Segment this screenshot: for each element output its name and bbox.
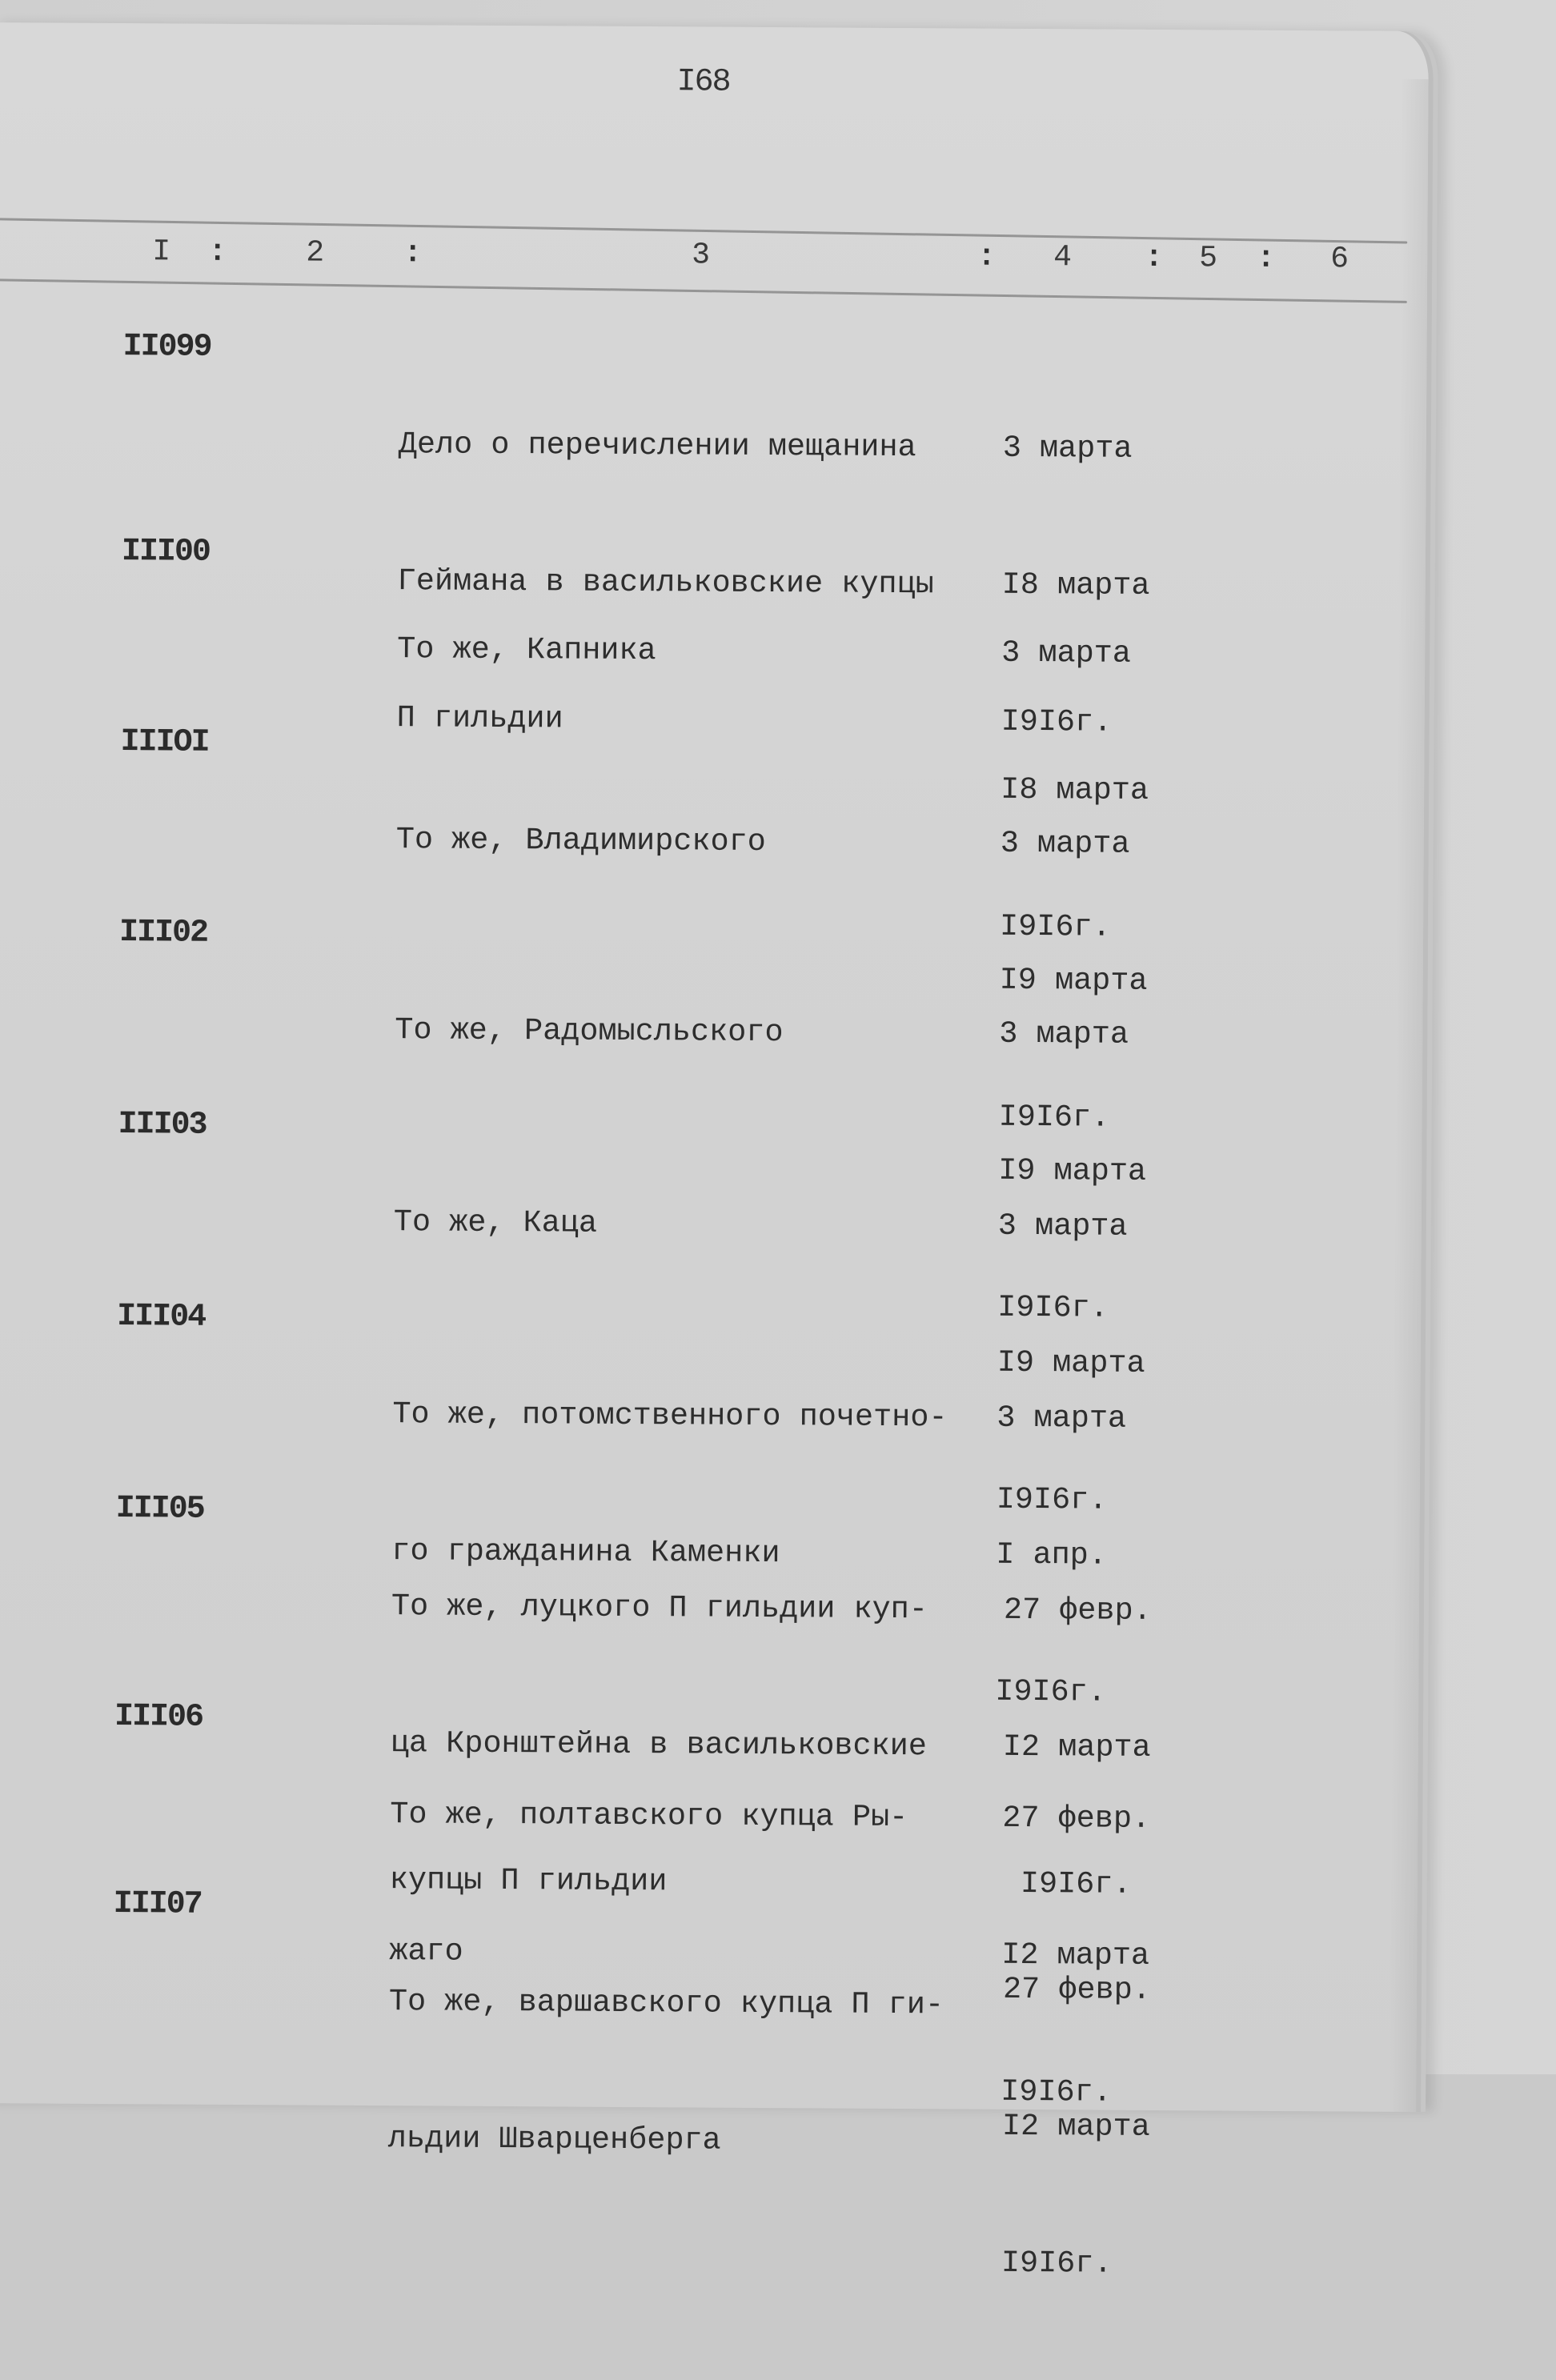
- column-header-5: 5: [1199, 241, 1218, 276]
- description-line: П гильдии: [396, 700, 563, 737]
- date-year: I9I6г.: [1001, 2073, 1112, 2110]
- description-line: Дело о перечислении мещанина: [398, 427, 916, 466]
- date-end: I8 марта: [1001, 771, 1149, 808]
- description-line: го гражданина Каменки: [391, 1533, 780, 1572]
- description-line: То же, Капника: [397, 631, 656, 669]
- date-end: I9 марта: [999, 962, 1148, 999]
- column-header-1: I: [152, 234, 171, 270]
- description-line: То же, луцкого П гильдии куп-: [391, 1589, 928, 1628]
- date-end: I апр.: [996, 1537, 1108, 1573]
- entry-description: [387, 1888, 998, 2257]
- column-separator: :: [1257, 241, 1276, 276]
- entry-number: III05: [115, 1491, 204, 1528]
- date-end: I9 марта: [997, 1344, 1145, 1381]
- date-year: I9I6г.: [998, 1099, 1110, 1136]
- column-header-3: 3: [692, 238, 711, 273]
- description-line: То же, варшавского купца П ги-: [388, 1984, 944, 2023]
- description-line: То же, Владимирского: [395, 822, 766, 859]
- date-start: 27 февр.: [1003, 1592, 1152, 1629]
- entry-number: III06: [114, 1699, 203, 1736]
- date-start: 3 марта: [997, 1208, 1128, 1244]
- column-separator: :: [1145, 240, 1164, 276]
- date-year: I9I6г.: [1001, 703, 1113, 740]
- description-line: Геймана в васильковские купцы: [397, 563, 934, 603]
- column-header-2: 2: [306, 235, 325, 270]
- entry-number: III07: [113, 1886, 202, 1923]
- date-year: I9I6г.: [1001, 2245, 1113, 2282]
- entry-number: IIIOI: [120, 724, 209, 761]
- date-end: I2 марта: [1001, 1937, 1150, 1973]
- column-separator: :: [208, 234, 227, 270]
- date-start: 3 марта: [997, 1400, 1127, 1436]
- date-start: 3 марта: [1000, 825, 1130, 862]
- description-line: То же, потомственного почетно-: [392, 1396, 948, 1436]
- column-header-6: 6: [1330, 242, 1349, 277]
- date-year: I9I6г.: [997, 1289, 1109, 1326]
- entry-number: II099: [122, 329, 211, 366]
- date-end: I8 марта: [1001, 567, 1150, 603]
- description-line: То же, полтавского купца Ры-: [390, 1797, 908, 1836]
- entry-dates: [1001, 1876, 1152, 2378]
- date-end: I9 марта: [998, 1152, 1147, 1189]
- date-start: 3 марта: [1002, 430, 1133, 467]
- column-header-4: 4: [1053, 240, 1073, 275]
- date-year: I9I6г.: [999, 908, 1111, 945]
- entry-number: III03: [118, 1107, 207, 1144]
- date-year: I9I6г.: [1001, 1865, 1132, 1902]
- entry-number: III04: [116, 1299, 206, 1336]
- header-rule-bottom: [0, 278, 1407, 303]
- date-start: 3 марта: [999, 1016, 1129, 1052]
- column-separator: :: [403, 236, 423, 271]
- description-line: ца Кронштейна в васильковские: [390, 1725, 928, 1765]
- date-end: I2 марта: [1001, 2108, 1150, 2145]
- date-end: I2 марта: [1002, 1729, 1151, 1765]
- date-year: I9I6г.: [995, 1673, 1107, 1710]
- description-line: жаго: [389, 1933, 463, 1969]
- document-page: [0, 22, 1429, 2282]
- date-start: 3 марта: [1001, 635, 1132, 671]
- page-number: I68: [676, 64, 730, 101]
- date-start: 27 февр.: [1002, 1971, 1151, 2008]
- description-line: То же, Каца: [393, 1204, 598, 1241]
- entry-number: III00: [121, 534, 211, 571]
- date-year: I9I6г.: [996, 1481, 1108, 1518]
- date-start: 27 февр.: [1002, 1800, 1151, 1837]
- column-separator: :: [977, 239, 997, 274]
- description-line: льдии Шварценберга: [387, 2121, 721, 2158]
- entry-number: III02: [118, 915, 208, 952]
- description-line: купцы П гильдии: [389, 1862, 668, 1900]
- description-line: То же, Радомысльского: [395, 1012, 784, 1051]
